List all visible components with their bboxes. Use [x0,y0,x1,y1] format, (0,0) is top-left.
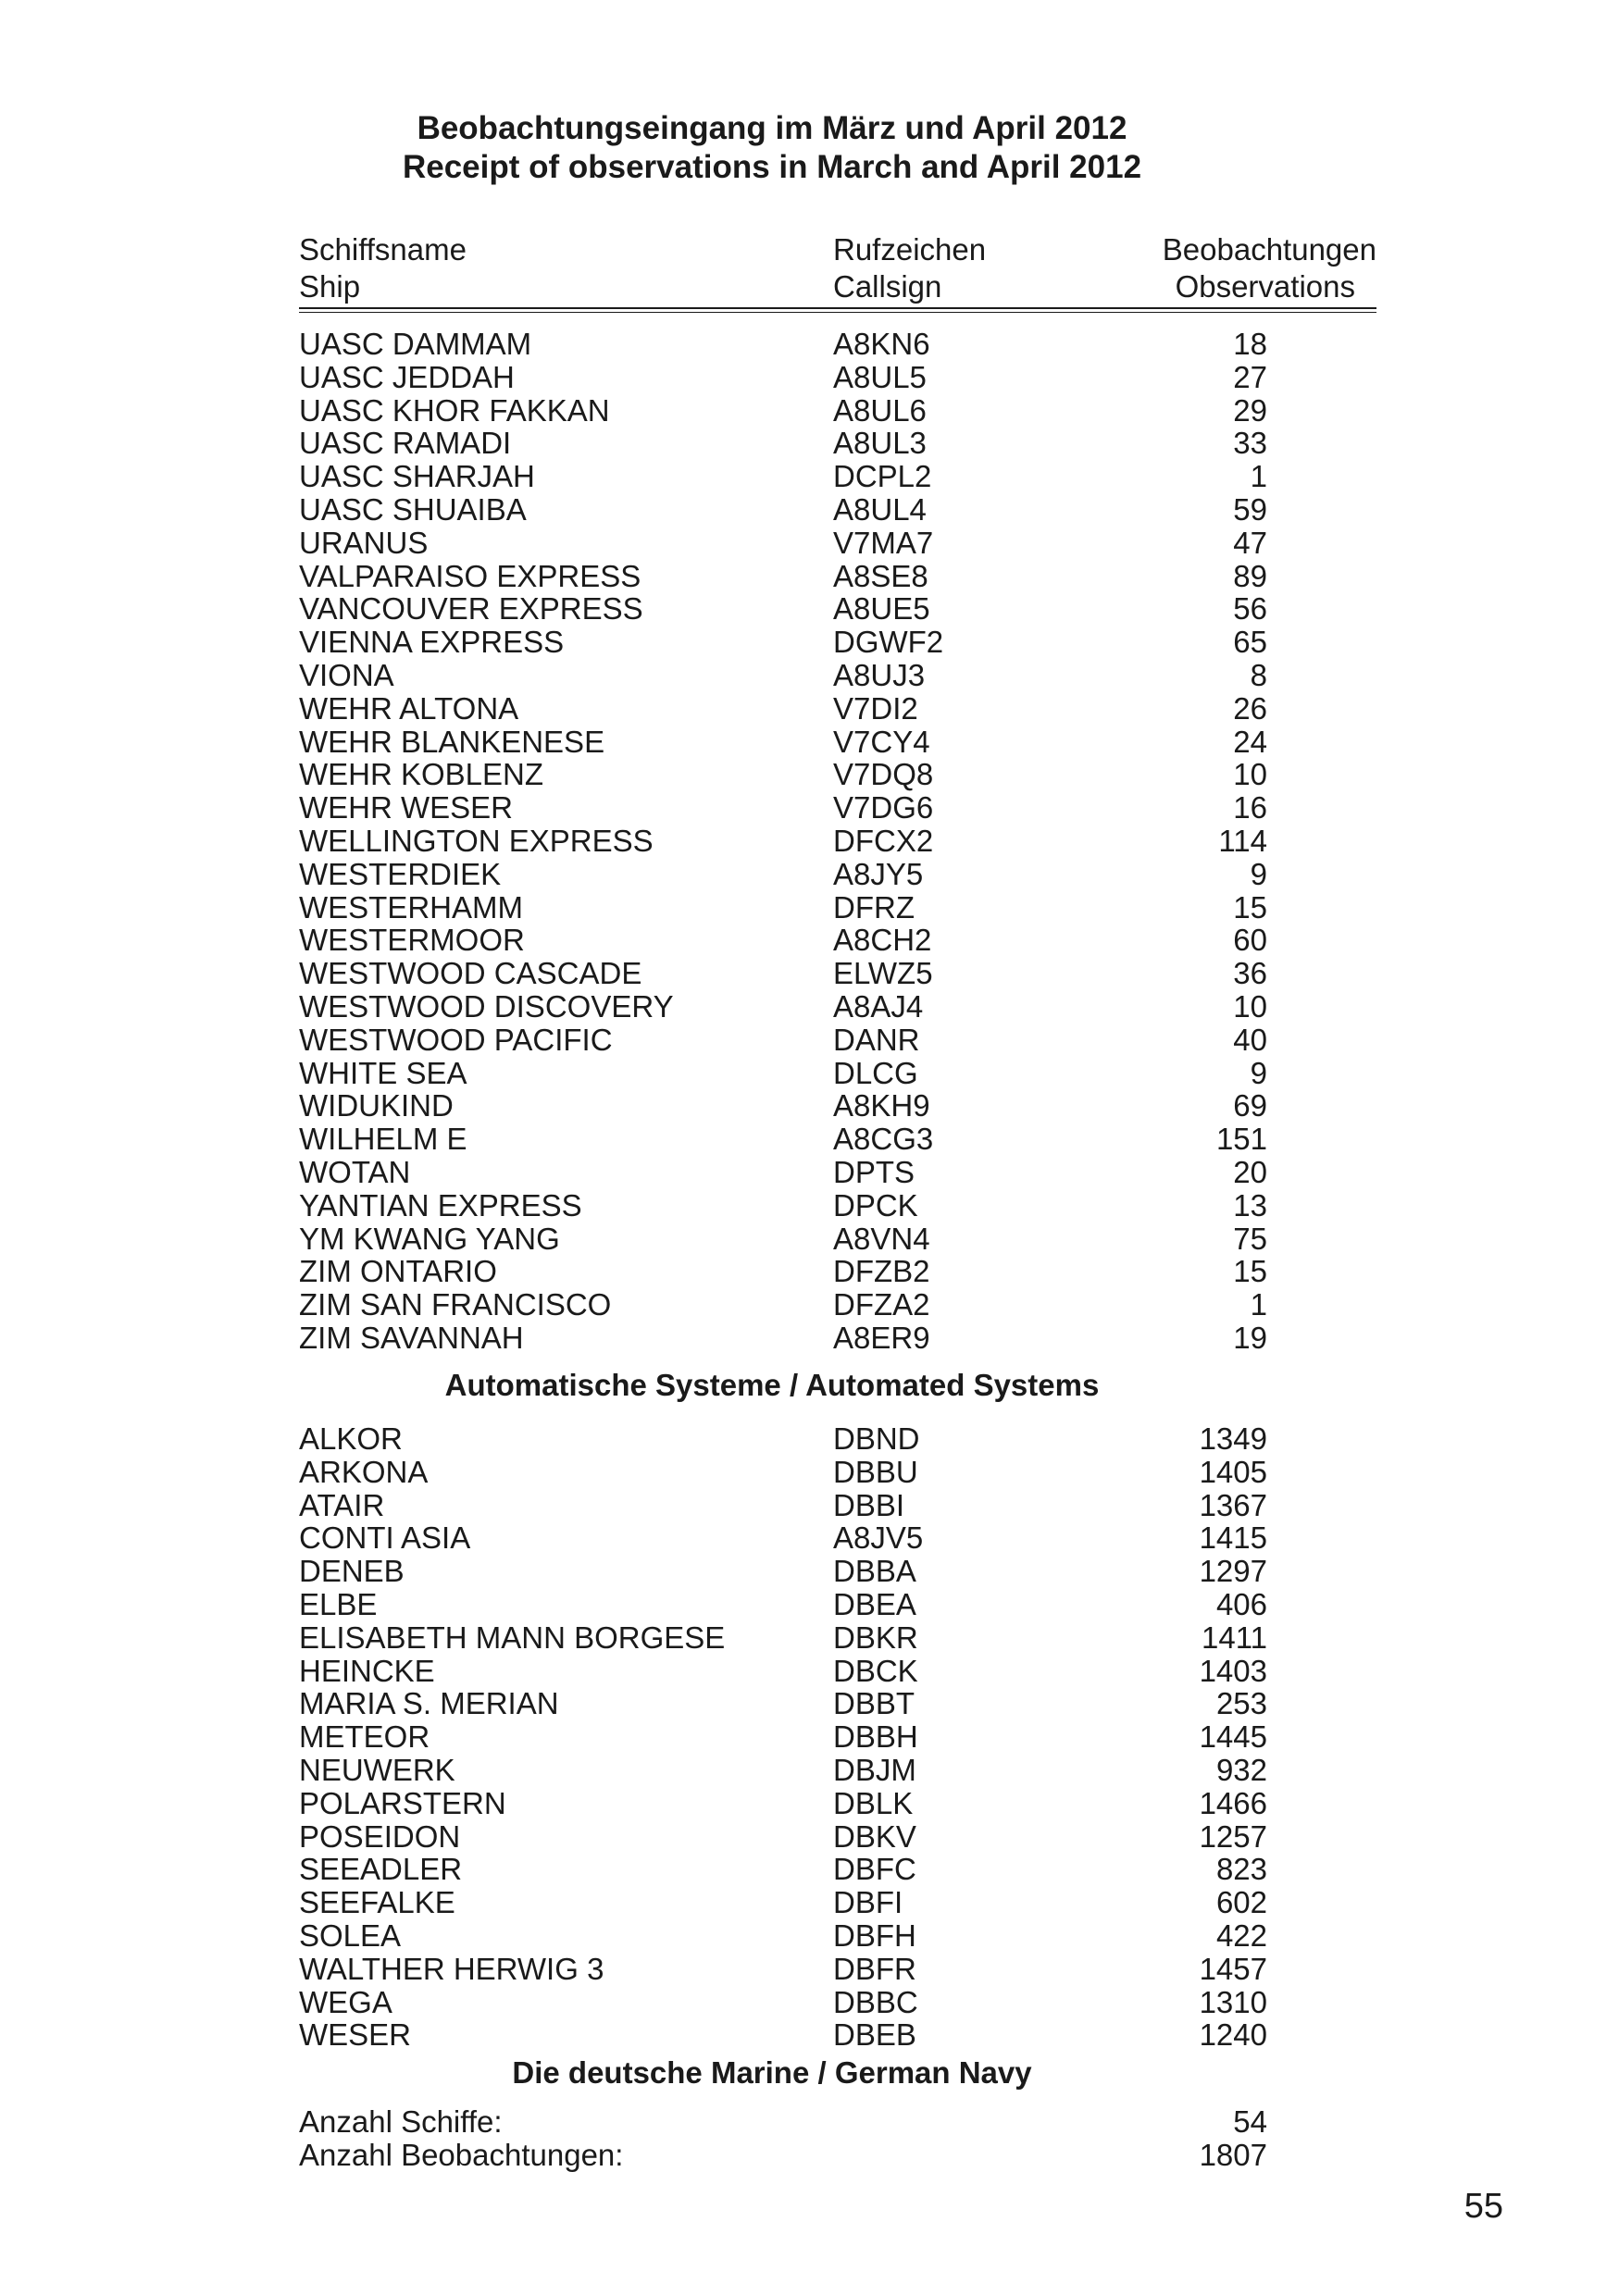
observation-count: 65 [1233,625,1267,660]
summary-row [0,2105,1619,2139]
table-row [0,1555,1619,1588]
table-row [0,394,1619,428]
observation-count: 75 [1233,1221,1267,1256]
table-row [0,726,1619,759]
observation-count: 9 [1250,856,1267,891]
callsign: DBEB [833,2017,916,2053]
callsign: A8CH2 [833,923,932,958]
callsign: A8VN4 [833,1221,930,1256]
table-row [0,427,1619,460]
ships-list [0,328,1619,1355]
table-row [0,1754,1619,1787]
observation-count: 18 [1233,327,1267,361]
header-divider-thin [299,312,1376,313]
observation-count: 151 [1215,1122,1267,1157]
ship-name: WESTERDIEK [299,856,502,891]
callsign: A8ER9 [833,1320,930,1355]
ship-name: UASC RAMADI [299,426,512,461]
callsign: DBBA [833,1554,916,1589]
callsign: A8UL4 [833,491,927,527]
ship-name: POLARSTERN [299,1785,506,1820]
table-row [0,1422,1619,1456]
ship-name: UASC KHOR FAKKAN [299,392,610,428]
callsign: DBJM [833,1752,916,1787]
ship-name: METEOR [299,1719,430,1755]
observation-count: 1411 [1202,1620,1267,1655]
table-row [0,1322,1619,1355]
observation-count: 422 [1215,1917,1267,1953]
observation-count: 602 [1215,1885,1267,1920]
table-row [0,1521,1619,1555]
table-row [0,1024,1619,1057]
callsign: DBFC [833,1852,916,1887]
observation-count: 20 [1233,1154,1267,1189]
table-row [0,1222,1619,1256]
observation-count: 33 [1233,426,1267,461]
callsign: DANR [833,1022,920,1057]
observation-count: 69 [1233,1088,1267,1123]
ship-name: WILHELM E [299,1122,467,1157]
ship-name: ALKOR [299,1421,403,1456]
table-row [0,626,1619,659]
table-row [0,1621,1619,1655]
ship-name: POSEIDON [299,1818,461,1854]
observation-count: 9 [1250,1055,1267,1090]
ship-name: ZIM SAVANNAH [299,1320,524,1355]
observation-count: 1257 [1199,1818,1267,1854]
observation-count: 1349 [1199,1421,1267,1456]
table-row [0,1057,1619,1090]
callsign: V7DQ8 [833,757,934,792]
callsign: DBEA [833,1586,916,1621]
observation-count: 40 [1233,1022,1267,1057]
table-row [0,361,1619,394]
callsign: A8UL5 [833,359,927,394]
column-header-observations-de: Beobachtungen [1162,232,1376,267]
table-row [0,1456,1619,1489]
column-header-observations-en: Observations [1175,269,1355,304]
summary-row [0,2139,1619,2172]
observation-count: 114 [1218,823,1267,858]
page-number: 55 [1463,2187,1503,2226]
summary-value: 1807 [1199,2137,1267,2172]
callsign: A8KN6 [833,327,930,361]
table-row [0,1489,1619,1522]
callsign: DBFR [833,1951,916,1986]
table-row [0,1255,1619,1288]
ship-name: CONTI ASIA [299,1520,471,1556]
callsign: DPTS [833,1154,915,1189]
callsign: V7MA7 [833,525,934,560]
ship-name: ELISABETH MANN BORGESE [299,1620,726,1655]
ship-name: ZIM SAN FRANCISCO [299,1287,612,1322]
ship-name: WEHR BLANKENESE [299,724,605,759]
observation-count: 1415 [1199,1520,1267,1556]
summary-label: Anzahl Beobachtungen: [299,2137,624,2172]
callsign: DFCX2 [833,823,934,858]
callsign: DBND [833,1421,920,1456]
observation-count: 253 [1215,1686,1267,1721]
table-row [0,758,1619,791]
table-row [0,1853,1619,1886]
ship-name: VIONA [299,657,394,692]
table-row [0,858,1619,891]
table-row [0,1820,1619,1854]
observation-count: 47 [1233,525,1267,560]
ship-name: DENEB [299,1554,405,1589]
table-row [0,1189,1619,1222]
ship-name: SOLEA [299,1917,402,1953]
callsign: DLCG [833,1055,918,1090]
observation-count: 60 [1233,923,1267,958]
observation-count: 19 [1233,1320,1267,1355]
callsign: DBLK [833,1785,914,1820]
table-row [0,1687,1619,1720]
observation-count: 823 [1215,1852,1267,1887]
observation-count: 29 [1233,392,1267,428]
ship-name: YM KWANG YANG [299,1221,560,1256]
table-row [0,1953,1619,1986]
observation-count: 89 [1233,558,1267,593]
observation-count: 10 [1233,988,1267,1024]
ship-name: UASC DAMMAM [299,327,532,361]
observation-count: 24 [1233,724,1267,759]
ship-name: VANCOUVER EXPRESS [299,591,643,627]
observation-count: 1405 [1199,1454,1267,1489]
observation-count: 1 [1250,1287,1267,1322]
ship-name: WESTWOOD CASCADE [299,956,642,991]
ship-name: WESTWOOD DISCOVERY [299,988,674,1024]
table-row [0,692,1619,726]
table-row [0,1288,1619,1322]
callsign: DBKV [833,1818,916,1854]
observation-count: 1310 [1199,1984,1267,2019]
observation-count: 1466 [1199,1785,1267,1820]
table-row [0,1588,1619,1621]
callsign: V7CY4 [833,724,930,759]
column-header-callsign-en: Callsign [833,269,942,304]
observation-count: 1403 [1199,1653,1267,1688]
callsign: DFZA2 [833,1287,930,1322]
ship-name: YANTIAN EXPRESS [299,1187,582,1222]
observation-count: 10 [1233,757,1267,792]
table-row [0,1156,1619,1189]
table-row [0,1123,1619,1156]
observation-count: 8 [1250,657,1267,692]
ship-name: VALPARAISO EXPRESS [299,558,641,593]
callsign: DPCK [833,1187,918,1222]
ship-name: WALTHER HERWIG 3 [299,1951,604,1986]
ship-name: WESTWOOD PACIFIC [299,1022,613,1057]
observation-count: 932 [1215,1752,1267,1787]
observation-count: 406 [1215,1586,1267,1621]
callsign: DBBI [833,1487,905,1522]
observation-count: 59 [1233,491,1267,527]
table-row [0,1986,1619,2019]
table-row [0,328,1619,361]
callsign: A8KH9 [833,1088,930,1123]
column-header-name-de: Schiffsname [299,232,467,267]
ship-name: UASC SHUAIBA [299,491,527,527]
table-row [0,493,1619,527]
german-navy-summary [0,2105,1619,2172]
summary-value: 54 [1233,2104,1267,2139]
callsign: V7DG6 [833,790,934,825]
observation-count: 1 [1250,459,1267,494]
table-row [0,1089,1619,1123]
summary-label: Anzahl Schiffe: [299,2104,503,2139]
callsign: DBKR [833,1620,918,1655]
callsign: A8AJ4 [833,988,924,1024]
ship-name: SEEFALKE [299,1885,455,1920]
callsign: ELWZ5 [833,956,933,991]
observation-count: 1240 [1199,2017,1267,2053]
table-row [0,1886,1619,1919]
observation-count: 1457 [1199,1951,1267,1986]
ship-name: URANUS [299,525,429,560]
observation-count: 26 [1233,690,1267,726]
ship-name: WEHR KOBLENZ [299,757,544,792]
ship-name: UASC SHARJAH [299,459,535,494]
callsign: DFRZ [833,889,915,925]
ship-name: VIENNA EXPRESS [299,625,565,660]
ship-name: WEHR ALTONA [299,690,519,726]
ship-name: ARKONA [299,1454,429,1489]
callsign: DCPL2 [833,459,932,494]
callsign: DBFH [833,1917,916,1953]
ship-name: WIDUKIND [299,1088,454,1123]
header-divider [299,307,1376,309]
observation-count: 13 [1233,1187,1267,1222]
observation-count: 15 [1233,889,1267,925]
callsign: DBBC [833,1984,918,2019]
callsign: DBCK [833,1653,918,1688]
page-title-german: Beobachtungseingang im März und April 2012 [417,110,1127,146]
ship-name: MARIA S. MERIAN [299,1686,559,1721]
table-row [0,891,1619,925]
callsign: DBFI [833,1885,903,1920]
ship-name: WOTAN [299,1154,411,1189]
observation-count: 1367 [1199,1487,1267,1522]
ship-name: ATAIR [299,1487,385,1522]
table-row [0,1919,1619,1953]
table-row [0,659,1619,692]
ship-name: WEGA [299,1984,392,2019]
page-title-english: Receipt of observations in March and April 2012 [402,149,1142,185]
callsign: A8UL6 [833,392,927,428]
callsign: A8UE5 [833,591,930,627]
callsign: A8SE8 [833,558,928,593]
ship-name: WESER [299,2017,412,2053]
automated-systems-list [0,1422,1619,2052]
column-header-callsign-de: Rufzeichen [833,232,987,267]
callsign: A8JV5 [833,1520,924,1556]
table-row [0,560,1619,593]
table-row [0,1655,1619,1688]
german-navy-heading: Die deutsche Marine / German Navy [512,2055,1032,2090]
table-row [0,592,1619,626]
observation-count: 1445 [1199,1719,1267,1755]
column-header-name-en: Ship [299,269,361,304]
callsign: A8UL3 [833,426,927,461]
callsign: DBBH [833,1719,918,1755]
callsign: DGWF2 [833,625,944,660]
table-row [0,924,1619,957]
table-row [0,957,1619,990]
observation-count: 56 [1233,591,1267,627]
table-row [0,2018,1619,2052]
ship-name: WESTERMOOR [299,923,525,958]
automated-systems-heading: Automatische Systeme / Automated Systems [444,1368,1100,1402]
table-row [0,460,1619,493]
observation-count: 16 [1233,790,1267,825]
table-row [0,527,1619,560]
ship-name: WEHR WESER [299,790,513,825]
observation-count: 1297 [1199,1554,1267,1589]
callsign: V7DI2 [833,690,918,726]
table-row [0,791,1619,825]
observation-count: 36 [1233,956,1267,991]
callsign: DBBU [833,1454,918,1489]
table-row [0,1720,1619,1754]
ship-name: WESTERHAMM [299,889,523,925]
callsign: DBBT [833,1686,915,1721]
callsign: A8UJ3 [833,657,926,692]
callsign: A8JY5 [833,856,924,891]
ship-name: WHITE SEA [299,1055,467,1090]
table-row [0,990,1619,1024]
callsign: DFZB2 [833,1254,930,1289]
ship-name: SEEADLER [299,1852,463,1887]
ship-name: HEINCKE [299,1653,435,1688]
ship-name: ZIM ONTARIO [299,1254,497,1289]
observation-count: 27 [1233,359,1267,394]
ship-name: ELBE [299,1586,378,1621]
table-row [0,1787,1619,1820]
ship-name: UASC JEDDAH [299,359,515,394]
table-row [0,825,1619,858]
observation-count: 15 [1233,1254,1267,1289]
ship-name: NEUWERK [299,1752,455,1787]
ship-name: WELLINGTON EXPRESS [299,823,654,858]
callsign: A8CG3 [833,1122,934,1157]
